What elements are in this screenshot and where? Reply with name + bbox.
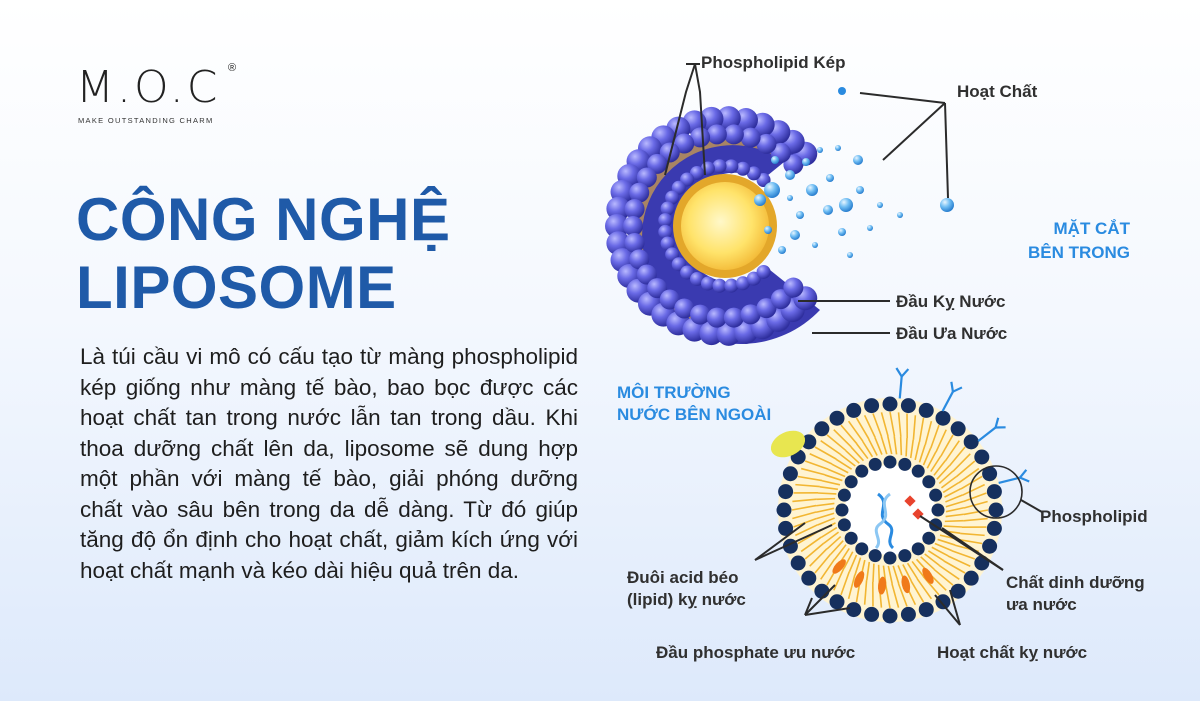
active-drop — [806, 184, 818, 196]
inner-phosphate-head — [845, 532, 858, 545]
outer-phosphate-head — [919, 602, 934, 617]
leader-active-b — [883, 103, 945, 160]
outer-phosphate-head — [936, 594, 951, 609]
head-ball — [724, 308, 744, 328]
label-tail-line1: Đuôi acid béo — [627, 568, 739, 587]
label-bilayer: Phospholipid Kép — [701, 53, 846, 72]
outer-phosphate-head — [783, 466, 798, 481]
outer-phosphate-head — [989, 503, 1004, 518]
label-phosphate-head: Đầu phosphate ưu nước — [656, 643, 856, 662]
leader-active-a — [860, 93, 945, 103]
head-ball — [783, 278, 803, 298]
inner-head-ball — [661, 202, 675, 216]
outer-phosphate-head — [778, 484, 793, 499]
label-nutrient-line2: ưa nước — [1006, 595, 1077, 614]
active-drop — [838, 228, 846, 236]
inner-phosphate-head — [836, 504, 849, 517]
label-hydrophobic-head: Đầu Kỵ Nước — [896, 292, 1006, 311]
head-ball — [625, 199, 645, 219]
outer-phosphate-head — [814, 421, 829, 436]
active-dot-1 — [838, 87, 846, 95]
label-active: Hoạt Chất — [957, 82, 1038, 101]
label-hydrophobic-active: Hoạt chất kỵ nước — [937, 643, 1088, 662]
outer-phosphate-head — [864, 398, 879, 413]
receptor-arm — [953, 387, 962, 391]
liposome-membrane-diagram — [767, 368, 1030, 623]
active-drop — [796, 211, 804, 219]
active-drop — [826, 174, 834, 182]
active-drop — [847, 252, 853, 258]
receptor-stem — [999, 478, 1020, 483]
inner-phosphate-head — [898, 549, 911, 562]
active-drop — [790, 230, 800, 240]
head-ball — [690, 305, 710, 325]
active-drop — [856, 186, 864, 194]
inner-phosphate-head — [932, 504, 945, 517]
active-drop — [812, 242, 818, 248]
leader-phospholipid — [1021, 500, 1042, 512]
receptor-stem — [978, 428, 995, 442]
inner-phosphate-head — [869, 458, 882, 471]
section-label-line1: MẶT CẮT — [1053, 219, 1130, 238]
outer-phosphate-head — [864, 607, 879, 622]
environment-line2: NƯỚC BÊN NGOÀI — [617, 405, 772, 424]
outer-phosphate-head — [987, 521, 1002, 536]
inner-phosphate-head — [855, 465, 868, 478]
inner-head-ball — [757, 265, 771, 279]
active-drop — [877, 202, 883, 208]
receptor-arm — [902, 369, 909, 376]
receptor-arm — [896, 368, 901, 376]
outer-phosphate-head — [883, 609, 898, 624]
lipid-tail — [818, 493, 836, 494]
active-drop — [867, 225, 873, 231]
label-tail-line2: (lipid) kỵ nước — [627, 590, 746, 609]
inner-head-ball — [713, 159, 727, 173]
active-drop — [839, 198, 853, 212]
active-drop — [764, 226, 772, 234]
title-line-2: LIPOSOME — [76, 254, 397, 321]
active-ingredient-drops — [754, 145, 903, 258]
inner-phosphate-head — [912, 542, 925, 555]
receptor-stem — [943, 392, 953, 411]
outer-phosphate-head — [919, 403, 934, 418]
active-drop — [764, 182, 780, 198]
outer-phosphate-head — [974, 556, 989, 571]
lipid-tail — [944, 526, 962, 527]
leader-active-c — [945, 103, 948, 198]
head-ball — [707, 308, 727, 328]
label-hydrophilic-head: Đầu Ưa Nước — [896, 324, 1008, 343]
active-drop — [771, 156, 779, 164]
outer-phosphate-head — [987, 484, 1002, 499]
receptor-arm — [996, 418, 999, 428]
outer-phosphate-head — [964, 571, 979, 586]
outer-phosphate-head — [846, 403, 861, 418]
brand-tagline: MAKE OUTSTANDING CHARM — [78, 116, 214, 125]
outer-phosphate-head — [830, 411, 845, 426]
label-phospholipid: Phospholipid — [1040, 507, 1148, 526]
outer-phosphate-head — [846, 602, 861, 617]
inner-phosphate-head — [912, 465, 925, 478]
head-ball — [741, 128, 761, 148]
title-line-1: CÔNG NGHỆ — [76, 186, 451, 253]
inner-phosphate-head — [922, 475, 935, 488]
inner-phosphate-head — [845, 475, 858, 488]
head-ball — [623, 216, 643, 236]
active-drop — [778, 246, 786, 254]
outer-phosphate-head — [982, 539, 997, 554]
liposome-cross-section — [605, 106, 903, 346]
lipid-tail — [906, 438, 907, 456]
outer-phosphate-head — [964, 434, 979, 449]
outer-phosphate-head — [777, 503, 792, 518]
outer-phosphate-head — [936, 411, 951, 426]
brand-name: M.O.C — [76, 62, 221, 113]
outer-phosphate-head — [801, 571, 816, 586]
head-ball — [707, 124, 727, 144]
active-drop — [823, 205, 833, 215]
inner-phosphate-head — [838, 489, 851, 502]
active-drop — [853, 155, 863, 165]
lipid-tail — [901, 437, 902, 455]
active-dot-2 — [940, 198, 954, 212]
registered-mark: ® — [228, 62, 237, 74]
inner-phosphate-head — [898, 458, 911, 471]
lipid-tail — [873, 564, 874, 582]
active-drop — [897, 212, 903, 218]
outer-phosphate-head — [814, 584, 829, 599]
outer-phosphate-head — [791, 556, 806, 571]
outer-phosphate-head — [883, 397, 898, 412]
active-drop — [817, 147, 823, 153]
receptor-arm — [951, 382, 953, 392]
lipid-tail — [945, 521, 963, 522]
active-drop — [787, 195, 793, 201]
section-label-line2: BÊN TRONG — [1028, 243, 1130, 262]
inner-phosphate-head — [884, 456, 897, 469]
receptor-arm — [1020, 470, 1026, 478]
inner-phosphate-head — [838, 518, 851, 531]
inner-core — [681, 182, 769, 270]
inner-phosphate-head — [855, 542, 868, 555]
receptor-stem — [900, 377, 902, 399]
inner-head-ball — [724, 279, 738, 293]
outer-phosphate-head — [974, 450, 989, 465]
inner-phosphate-head — [884, 552, 897, 565]
outer-phosphate-head — [901, 398, 916, 413]
active-drop — [802, 158, 810, 166]
inner-phosphate-head — [929, 489, 942, 502]
inner-head-ball — [701, 277, 715, 291]
active-drop — [785, 170, 795, 180]
lipid-tail — [817, 499, 835, 500]
active-drop — [754, 194, 766, 206]
outer-phosphate-head — [830, 594, 845, 609]
description-text: Là túi cầu vi mô có cấu tạo từ màng phospholipid kép giống như màng tế bào, bao bọc được các hoạt chất tan trong nước lẫn tan trong dầu. Khi thoa dưỡng chất lên da, liposome sẽ dung hợp một phần với màng tế bào, giải phóng dưỡng chất vào sâu bên trong da dễ dàng. Từ đó giúp tăng độ ổn định cho hoạt chất, giảm kích ứng với hoạt chất mạnh và kéo dài hiệu quả trên da. — [80, 344, 578, 583]
outer-phosphate-head — [951, 421, 966, 436]
receptor-arm — [1020, 478, 1029, 482]
outer-phosphate-head — [951, 584, 966, 599]
inner-phosphate-head — [869, 549, 882, 562]
environment-line1: MÔI TRƯỜNG — [617, 383, 731, 402]
inner-head-ball — [736, 162, 750, 176]
inner-head-ball — [658, 225, 672, 239]
label-nutrient-line1: Chất dinh dưỡng — [1006, 573, 1145, 592]
head-ball — [724, 124, 744, 144]
outer-phosphate-head — [901, 607, 916, 622]
inner-phosphate-head — [922, 532, 935, 545]
active-drop — [835, 145, 841, 151]
